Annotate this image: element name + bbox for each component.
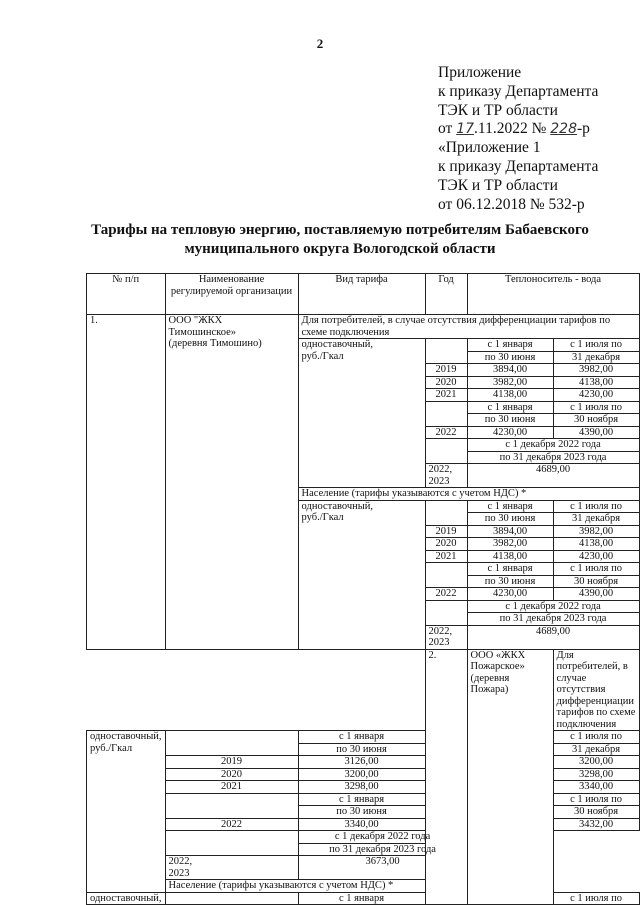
- appendix-line: к приказу Департамента: [438, 82, 599, 100]
- table-row: по 30 июня 31 декабря: [87, 743, 640, 756]
- table-row: 2019 3126,00 3200,00: [87, 756, 640, 769]
- org-name: ООО "ЖКХ Тимошинское» (деревня Тимошино): [165, 315, 298, 650]
- tariff-table: № п/п Наименование регулируемой организации Вид тарифа Год Теплоноситель - вода 1. ООО "ЖКХ Тимошинское» (деревня Тимошино) Для потребителей, в случае отсутствия дифференциации тарифов по схеме подключения одноставочный, руб./Гкал с 1 января с 1 июля по по 30 июня 31 декабря 2019 3894,00 3982,00 2020 3982,00 4138,00 2021 4138,00 4230,00 с 1 января с 1 июля по по 30 июня 30 ноября 2022 4230,00 4390,00 с 1 декабря 2022 года по 31 декабря 2023 года 2022, 2023 4689,00 Население (тарифы указываются с учетом НДС) * одноставочный, руб./Гкал с 1 января с 1 июля по по 30 июня 31 декабря 2019 3894,00 3982,00 2020 3982,00 4138,00 2021 4138,00 4230,00 с 1 января с 1 июля по по 30 июня 30 ноября 2022 4230,00 4390,00 с 1 декабря 2022 года по 31 декабря 2023 года 2022, 2023 4689,00 2. ООО «ЖКХ Пожарское» (деревня Пожара) Для потребителей, в случае отсутствия дифференциации тарифов по схеме подключения одноставочный, руб./Гкал с 1 января с 1 июля по по 30 июня 31 декабря 2019 3126,00 3200,00 2020 3200,00 3298,00 2021 3298,00 3340,00 с 1 января с 1 июля по по 30 июня 30 ноября 2022 3340,00 3432,00 с 1 декабря 2022 года по 31 декабря 2023 года 2022, 2023 3673,00 Население (тарифы указываются с учетом НДС) * одноставочный, с 1 января с 1 июля по: [86, 273, 640, 905]
- table-row: одноставочный, руб./Гкал с 1 января с 1 июля по: [87, 339, 640, 352]
- table-row: по 31 декабря 2023 года: [87, 613, 640, 626]
- table-row: по 31 декабря 2023 года: [87, 843, 640, 856]
- header-num: № п/п: [87, 274, 166, 315]
- group-label: Для потребителей, в случае отсутствия дифференциации тарифов по схеме подключения: [298, 315, 639, 339]
- header-org: Наименование регулируемой организации: [165, 274, 298, 315]
- tariff-type: одноставочный, руб./Гкал: [298, 339, 425, 488]
- table-row: 2022 4230,00 4390,00: [87, 588, 640, 601]
- table-row: [87, 880, 640, 893]
- appendix-line: «Приложение 1: [438, 139, 541, 157]
- org-num: 1.: [87, 315, 166, 650]
- appendix-line: Приложение: [438, 64, 522, 81]
- appendix-line: к приказу Департамента: [438, 157, 599, 175]
- table-row: по 30 июня 30 ноября: [87, 575, 640, 588]
- header-type: Вид тарифа: [298, 274, 425, 315]
- document-title: Тарифы на тепловую энергию, поставляемую потребителям Бабаевского муниципального округа Вологодской области: [91, 222, 589, 257]
- tariff-type: одноставочный, руб./Гкал: [87, 731, 166, 893]
- handwritten-day: 17: [456, 121, 475, 138]
- table-row: с 1 декабря 2022 года: [87, 439, 640, 452]
- table-row: с 1 декабря 2022 года: [87, 600, 640, 613]
- table-row: с 1 января с 1 июля по: [87, 563, 640, 576]
- appendix-line: ТЭК и ТР области: [438, 176, 558, 194]
- appendix-date-line: от 17.11.2022 № 228-р: [438, 120, 590, 138]
- table-row: 2022 4230,00 4390,00: [87, 426, 640, 439]
- header-year: Год: [425, 274, 467, 315]
- page-number: 2: [316, 36, 324, 51]
- org-name: ООО «ЖКХ Пожарское» (деревня Пожара): [467, 649, 553, 905]
- appendix-block: [438, 64, 598, 214]
- tariff-type: одноставочный, руб./Гкал: [298, 500, 425, 649]
- table-row: с 1 декабря 2022 года: [87, 831, 640, 844]
- appendix-line: от 06.12.2018 № 532-р: [438, 195, 585, 213]
- table-row: по 30 июня 31 декабря: [87, 351, 640, 364]
- table-row: 2020 3982,00 4138,00: [87, 538, 640, 551]
- table-row: одноставочный, с 1 января с 1 июля по: [87, 892, 640, 905]
- table-header-row: [87, 274, 640, 315]
- table-row: 2020 3982,00 4138,00: [87, 376, 640, 389]
- table-row: по 31 декабря 2023 года: [87, 451, 640, 464]
- table-row: 2021 4138,00 4230,00: [87, 389, 640, 402]
- org-num: 2.: [425, 649, 467, 905]
- group-label: Для потребителей, в случае отсутствия дифференциации тарифов по схеме подключения: [553, 649, 639, 731]
- header-carrier: Теплоноситель - вода: [467, 274, 639, 315]
- table-row: с 1 января с 1 июля по: [87, 401, 640, 414]
- table-row: по 30 июня 31 декабря: [87, 513, 640, 526]
- table-row: по 30 июня 30 ноября: [87, 806, 640, 819]
- table-row: одноставочный, руб./Гкал с 1 января с 1 июля по: [87, 500, 640, 513]
- table-row: 2021 4138,00 4230,00: [87, 550, 640, 563]
- table-row: одноставочный, руб./Гкал с 1 января с 1 июля по: [87, 731, 640, 744]
- table-row: 2020 3200,00 3298,00: [87, 768, 640, 781]
- table-row: 2021 3298,00 3340,00: [87, 781, 640, 794]
- table-row: 2019 3894,00 3982,00: [87, 364, 640, 377]
- table-row: 2022 3340,00 3432,00: [87, 818, 640, 831]
- appendix-line: ТЭК и ТР области: [438, 101, 558, 119]
- handwritten-number: 228: [550, 121, 577, 138]
- table-row: по 30 июня 30 ноября: [87, 414, 640, 427]
- table-row: 2019 3894,00 3982,00: [87, 525, 640, 538]
- group-label: Население (тарифы указываются с учетом НДС) *: [298, 488, 639, 501]
- group-label: Население (тарифы указываются с учетом НДС) *: [165, 880, 553, 893]
- table-row: с 1 января с 1 июля по: [87, 793, 640, 806]
- tariff-type: одноставочный,: [87, 892, 166, 905]
